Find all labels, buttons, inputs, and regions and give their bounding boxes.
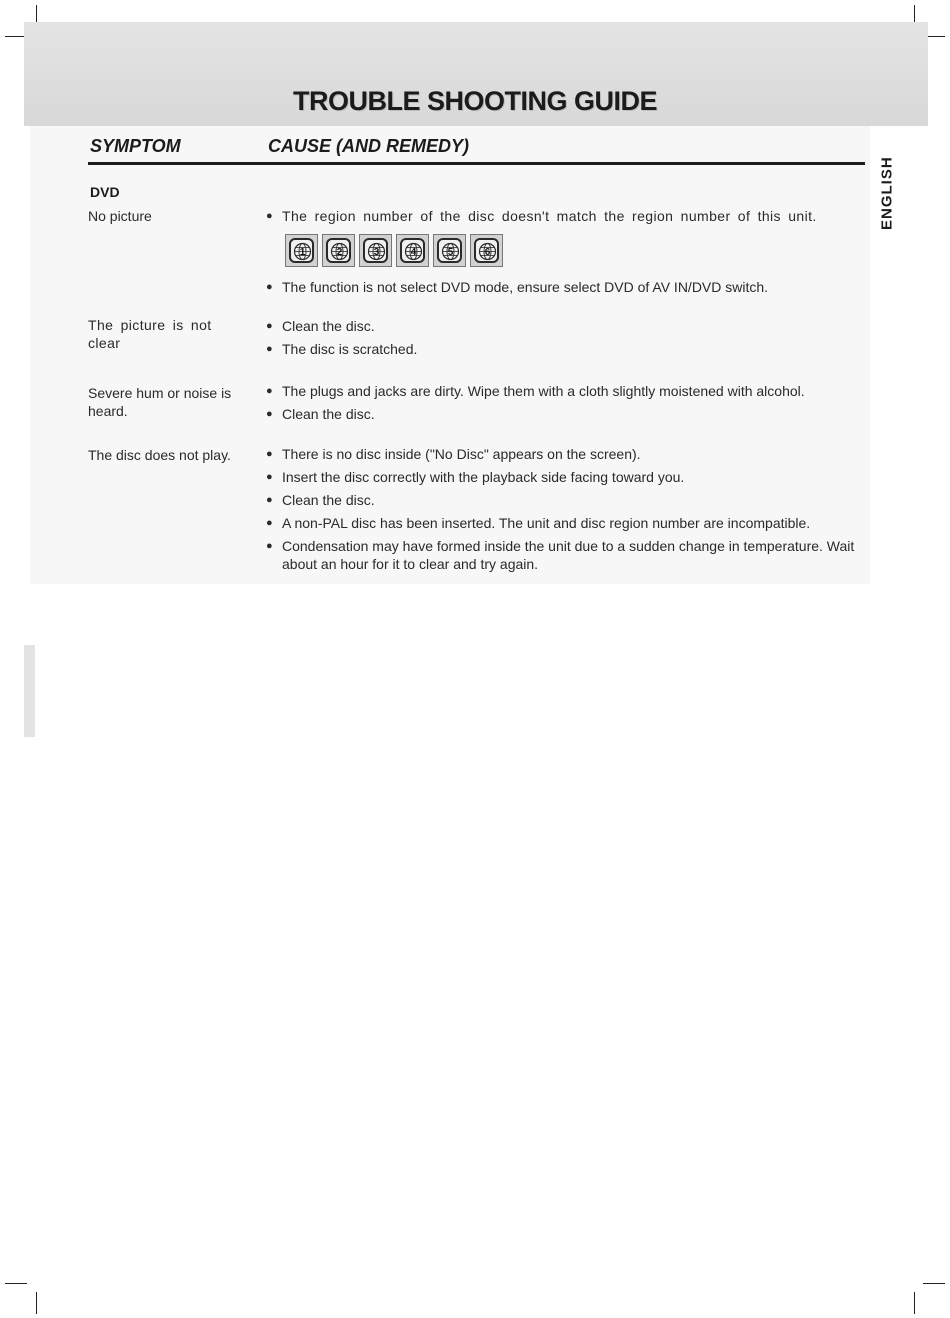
remedy-item	[266, 382, 866, 400]
crop-mark	[923, 1283, 945, 1284]
bullet-icon: ●	[266, 210, 274, 222]
region-globe-icon	[322, 234, 355, 267]
cause-column-header: CAUSE (AND REMEDY)	[268, 136, 470, 156]
region-number: 1	[299, 247, 306, 258]
bullet-icon: ●	[266, 517, 273, 529]
section-heading: DVD	[90, 184, 120, 200]
region-number: 3	[373, 247, 380, 258]
remedy-text: The function is not select DVD mode, ensure select DVD of AV IN/DVD switch.	[282, 279, 769, 295]
bullet-icon: ●	[266, 494, 273, 506]
bullet-icon: ●	[266, 343, 273, 355]
remedy-item	[266, 445, 866, 463]
symptom-severe-hum: Severe hum or noise is heard.	[88, 385, 232, 419]
region-number: 5	[447, 247, 454, 258]
header-rule	[88, 162, 865, 165]
remedy-item	[266, 514, 866, 532]
bullet-icon: ●	[266, 540, 273, 552]
globe-icon	[323, 235, 356, 268]
remedy-text: There is no disc inside ("No Disc" appears on the screen).	[282, 446, 641, 462]
globe-icon	[471, 235, 504, 268]
globe-icon	[434, 235, 467, 268]
symptom-picture-not-clear: The picture is not clear	[88, 317, 212, 351]
globe-icon	[397, 235, 430, 268]
globe-icon	[286, 235, 319, 268]
remedy-text: Clean the disc.	[282, 406, 375, 422]
bullet-icon: ●	[266, 320, 273, 332]
page-title: TROUBLE SHOOTING GUIDE	[292, 86, 657, 116]
region-globe-icon	[433, 234, 466, 267]
remedy-text: Clean the disc.	[282, 318, 375, 334]
region-icons	[285, 234, 503, 270]
bullet-icon: ●	[266, 281, 273, 293]
remedy-item	[266, 207, 866, 225]
region-globe-icon	[470, 234, 503, 267]
region-globe-icon	[285, 234, 318, 267]
remedy-text: The disc is scratched.	[282, 341, 418, 357]
remedy-text: Clean the disc.	[282, 492, 375, 508]
bullet-icon: ●	[266, 408, 273, 420]
region-globe-icon	[396, 234, 429, 267]
symptom-column-header: SYMPTOM	[90, 136, 181, 156]
crop-mark	[914, 1292, 915, 1314]
symptom-disc-not-play: The disc does not play.	[88, 447, 231, 463]
remedy-item	[266, 405, 866, 423]
bullet-icon: ●	[266, 448, 273, 460]
remedy-item	[266, 317, 866, 335]
remedy-text: The plugs and jacks are dirty. Wipe them with a cloth slightly moistened with alcohol.	[282, 383, 805, 399]
remedy-text: The region number of the disc doesn't match the region number of this unit.	[282, 208, 817, 224]
region-number: 2	[336, 247, 343, 258]
remedy-item	[266, 491, 866, 509]
region-globe-icon	[359, 234, 392, 267]
remedy-text: Insert the disc correctly with the playback side facing toward you.	[282, 469, 685, 485]
remedy-item	[266, 537, 856, 573]
crop-mark	[5, 1283, 27, 1284]
crop-mark	[36, 1292, 37, 1314]
bullet-icon: ●	[266, 385, 273, 397]
globe-icon	[360, 235, 393, 268]
symptom-no-picture: No picture	[88, 208, 152, 224]
region-number: 6	[484, 247, 491, 258]
region-number: 4	[410, 247, 417, 258]
remedy-text: A non-PAL disc has been inserted. The unit and disc region number are incompatible.	[282, 515, 811, 531]
remedy-item	[266, 278, 866, 296]
remedy-item	[266, 468, 866, 486]
side-tab-marker	[24, 645, 35, 737]
remedy-text: Condensation may have formed inside the unit due to a sudden change in temperature. Wait about an hour for it to clear and try again.	[282, 538, 855, 572]
bullet-icon: ●	[266, 471, 273, 483]
remedy-item	[266, 340, 866, 358]
language-tab: ENGLISH	[878, 156, 896, 230]
